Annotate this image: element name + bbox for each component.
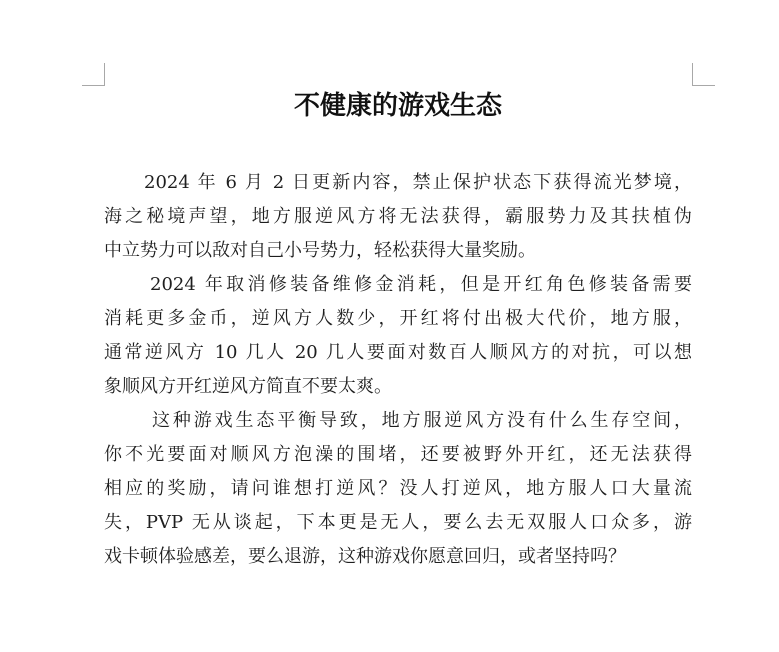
document-title: 不健康的游戏生态 <box>293 91 502 121</box>
paragraph-line: 你不光要面对顺风方泡澡的围堵，还要被野外开红，还无法获得 <box>104 444 692 465</box>
paragraph-line: 相应的奖励，请问谁想打逆风？没人打逆风，地方服人口大量流 <box>104 478 692 499</box>
paragraph-line: 戏卡顿体验感差，要么退游，这种游戏你愿意回归，或者坚持吗？ <box>104 546 626 567</box>
paragraph-line: 2024 年 6 月 2 日更新内容，禁止保护状态下获得流光梦境， <box>144 172 692 193</box>
crop-mark-top-left <box>82 63 105 86</box>
paragraph-line: 象顺风方开红逆风方简直不要太爽。 <box>104 376 392 397</box>
paragraph-line: 这种游戏生态平衡导致，地方服逆风方没有什么生存空间， <box>152 410 692 431</box>
paragraph-line: 消耗更多金币，逆风方人数少，开红将付出极大代价，地方服， <box>104 308 692 329</box>
paragraph-line: 失，PVP 无从谈起，下本更是无人，要么去无双服人口众多，游 <box>104 512 692 533</box>
paragraph-line: 海之秘境声望，地方服逆风方将无法获得，霸服势力及其扶植伪 <box>104 206 692 227</box>
crop-mark-top-right <box>692 63 715 86</box>
paragraph-line: 中立势力可以敌对自己小号势力，轻松获得大量奖励。 <box>104 240 536 261</box>
paragraph-line: 通常逆风方 10 几人 20 几人要面对数百人顺风方的对抗，可以想 <box>104 342 692 363</box>
paragraph-2 <box>104 268 692 404</box>
paragraph-line: 2024 年取消修装备维修金消耗，但是开红角色修装备需要 <box>150 274 692 295</box>
paragraph-3 <box>104 404 692 574</box>
document-body <box>104 166 692 574</box>
paragraph-1 <box>104 166 692 268</box>
